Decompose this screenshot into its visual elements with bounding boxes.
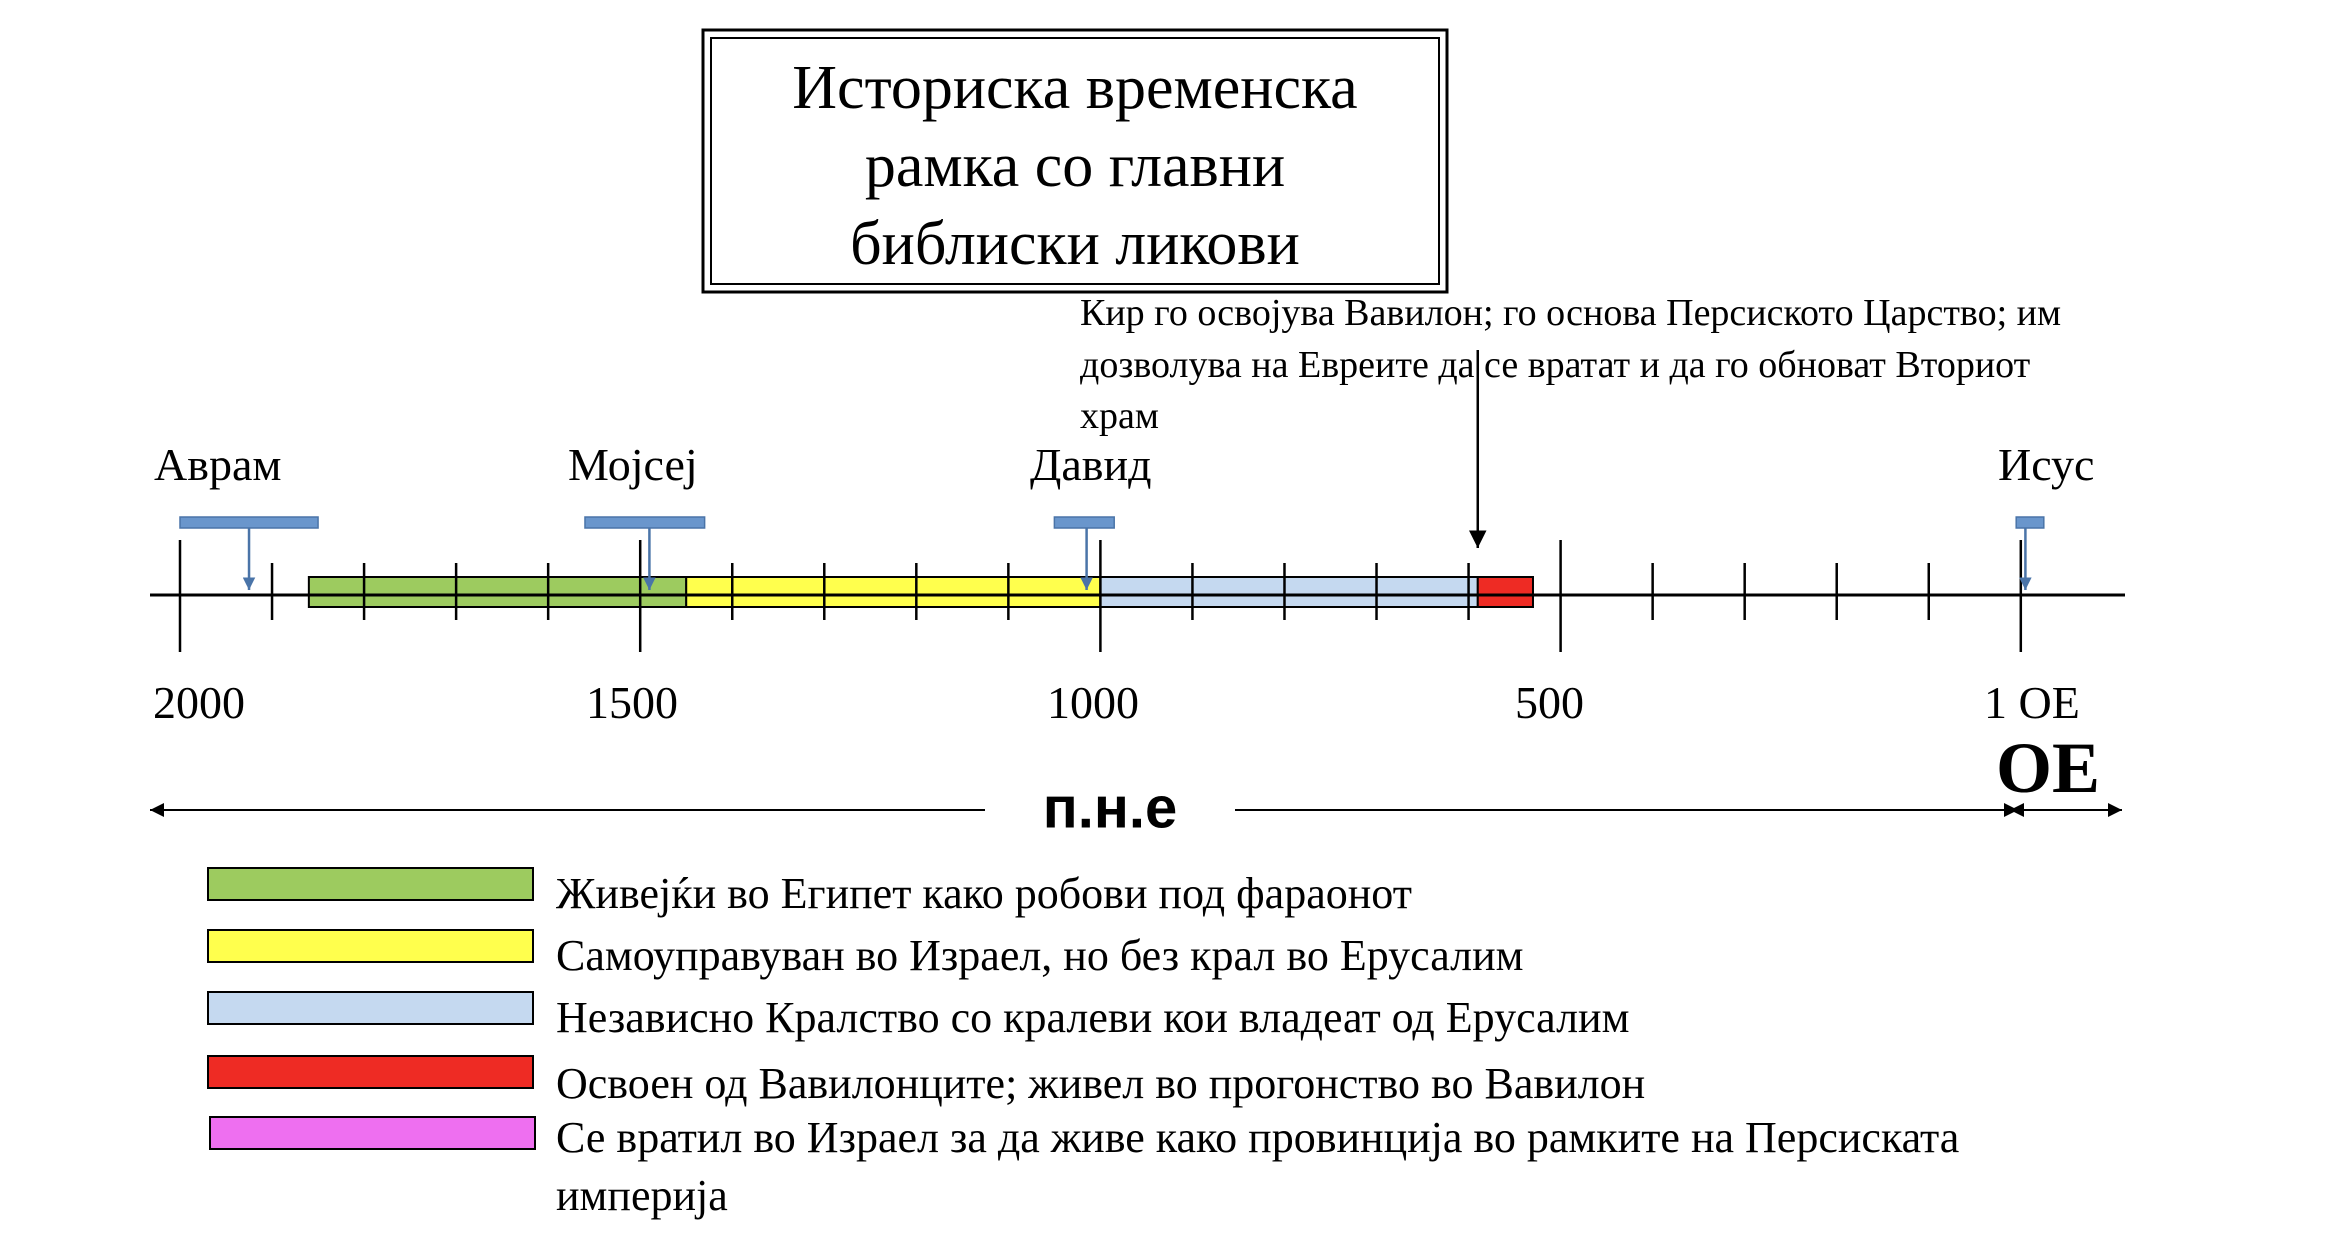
tick-label-1-oe: 1 ОЕ	[1984, 677, 2080, 728]
title-line-2: рамка со главни	[864, 132, 1286, 200]
legend-text-self-governed: Самоуправуван во Израел, но без крал во Ерусалим	[556, 931, 1524, 980]
legend-text-persian: Се вратил во Израел за да живе како провинција во рамките на Персиската	[556, 1113, 1960, 1162]
period-bars	[309, 577, 1533, 607]
legend-text-egypt: Живејќи во Египет како робови под фараонот	[556, 869, 1412, 918]
tick-label-1000: 1000	[1047, 677, 1139, 728]
event-annotation	[1080, 292, 2061, 548]
tick-label-2000: 2000	[153, 677, 245, 728]
title-box	[703, 30, 1447, 292]
event-text-line-3: храм	[1080, 395, 1159, 437]
figure-marker-bar-0	[180, 517, 318, 528]
tick-labels	[153, 677, 2080, 728]
period-bar-0	[309, 577, 686, 607]
legend	[208, 868, 1959, 1220]
event-text-line-2: дозволува на Евреите да се вратат и да го обноват Вториот	[1080, 344, 2031, 386]
tick-label-500: 500	[1515, 677, 1584, 728]
tick-label-1500: 1500	[586, 677, 678, 728]
period-bar-1	[686, 577, 1100, 607]
figure-label-david: Давид	[1030, 439, 1152, 490]
figure-marker-bar-1	[585, 517, 705, 528]
figure-label-isus: Исус	[1998, 439, 2095, 490]
legend-swatch-kingdom	[208, 992, 533, 1024]
legend-swatch-persian	[210, 1117, 535, 1149]
legend-swatch-babylon	[208, 1056, 533, 1088]
legend-text-persian-2: империја	[556, 1171, 728, 1220]
figure-marker-bar-2	[1054, 517, 1114, 528]
era-bce-label: п.н.е	[1042, 775, 1178, 841]
era-indicator	[150, 728, 2122, 840]
period-bar-3	[1478, 577, 1533, 607]
title-line-1: Историска временска	[792, 54, 1358, 122]
figure-label-mojsej: Мојсеј	[568, 439, 698, 490]
timeline-ticks	[180, 540, 2021, 652]
era-ce-label: ОЕ	[1995, 728, 2101, 808]
legend-swatch-self-governed	[208, 930, 533, 962]
legend-text-kingdom: Независно Кралство со кралеви кои владеат од Ерусалим	[556, 993, 1630, 1042]
figure-marker-bar-3	[2016, 517, 2044, 528]
title-line-3: библиски ликови	[850, 210, 1300, 278]
period-bar-2	[1100, 577, 1477, 607]
legend-swatch-egypt	[208, 868, 533, 900]
figure-label-avram: Аврам	[154, 439, 282, 490]
event-text-line-1: Кир го освојува Вавилон; го основа Персиското Царство; им	[1080, 292, 2062, 334]
legend-text-babylon: Освоен од Вавилонците; живел во прогонство во Вавилон	[556, 1059, 1646, 1108]
figure-labels	[154, 439, 2094, 490]
